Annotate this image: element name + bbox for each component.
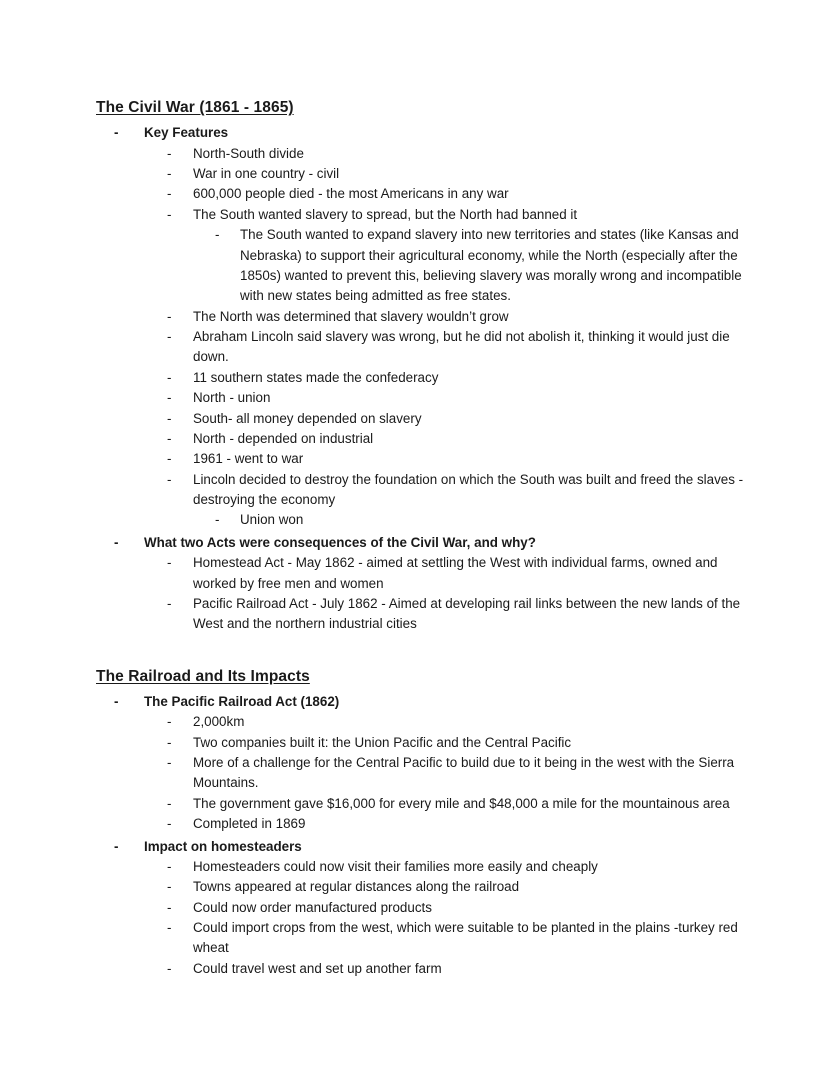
bullet-key-features: [96, 123, 748, 143]
bullet-marker: -: [114, 534, 119, 550]
bullet-marker: -: [167, 329, 172, 344]
bullet-marker: -: [167, 410, 172, 426]
bullet-marker: -: [167, 899, 172, 915]
bullet-text: Could now order manufactured products: [193, 899, 432, 915]
bullet-text: Completed in 1869: [193, 816, 306, 832]
bullet-text: Two companies built it: the Union Pacific and the Central Pacific: [193, 734, 572, 750]
bullet-text: North - depended on industrial: [193, 430, 374, 446]
bullet-lincoln-slavery-wrong: [96, 327, 748, 368]
bullet-impact-homesteaders: [96, 837, 748, 857]
bullet-text: 1961 - went to war: [193, 451, 304, 467]
bullet-order-manufactured-products: [96, 898, 748, 918]
bullet-north-industrial: [96, 429, 748, 449]
bullet-text: Homesteaders could now visit their families more easily and cheaply: [193, 858, 598, 874]
bullet-text: Homestead Act - May 1862 - aimed at settling the West with individual farms, owned and worked by free men and women: [193, 555, 718, 591]
bullet-marker: -: [167, 879, 172, 895]
bullet-text: War in one country - civil: [193, 166, 340, 181]
bullet-marker: -: [167, 166, 172, 181]
bullet-marker: -: [215, 512, 220, 528]
bullet-lincoln-destroy-foundation: [96, 470, 748, 511]
bullet-marker: -: [167, 755, 172, 770]
bullet-travel-west-farm: [96, 959, 748, 979]
bullet-marker: -: [167, 714, 172, 730]
bullet-marker: -: [215, 227, 220, 243]
bullet-text: South- all money depended on slavery: [193, 410, 422, 426]
bullet-text: 2,000km: [193, 714, 245, 730]
bullet-north-determined: [96, 307, 748, 327]
bullet-completed-1869: [96, 814, 748, 834]
bullet-slavery-spread: [96, 205, 748, 225]
bullet-text: Key Features: [144, 125, 229, 141]
bullet-government-funding: [96, 794, 748, 814]
bullet-homestead-act: [96, 553, 748, 594]
bullet-war-one-country: [96, 164, 748, 184]
bullet-marker: -: [167, 858, 172, 874]
bullet-marker: -: [167, 734, 172, 750]
bullet-central-pacific-challenge: [96, 753, 748, 794]
bullet-pacific-railroad-act-1862: [96, 692, 748, 712]
bullet-text: Could import crops from the west, which were suitable to be planted in the plains -turkey red wheat: [193, 920, 738, 956]
bullet-marker: -: [167, 206, 172, 222]
bullet-marker: -: [167, 920, 172, 935]
bullet-towns-appeared: [96, 877, 748, 897]
bullet-pacific-railroad-act: [96, 594, 748, 635]
bullet-marker: -: [114, 838, 119, 854]
bullet-marker: -: [167, 555, 172, 571]
bullet-text: Impact on homesteaders: [144, 838, 302, 854]
bullet-marker: -: [167, 369, 172, 385]
section-railroad-impacts: [96, 665, 748, 980]
bullet-marker: -: [167, 795, 172, 811]
page-title: The Civil War (1861 - 1865): [96, 99, 294, 116]
bullet-text: 11 southern states made the confederacy: [193, 369, 439, 385]
bullet-marker: -: [114, 693, 119, 709]
bullet-marker: -: [167, 471, 172, 487]
bullet-marker: -: [167, 186, 172, 202]
bullet-distance-km: [96, 712, 748, 732]
bullet-text: Pacific Railroad Act - July 1862 - Aimed at developing rail links between the new lands of the West and the northern industrial cities: [193, 595, 741, 632]
bullet-confederacy: [96, 368, 748, 388]
bullet-two-companies: [96, 733, 748, 753]
bullet-text: The South wanted to expand slavery into new territories and states (like Kansas and Nebraska) to support their agricultural economy, while the North (especially after the 1850s) wanted to prevent this, believing slavery was morally wrong and incompatible with new states being admitted as free states.: [240, 227, 742, 304]
bullet-marker: -: [167, 816, 172, 832]
bullet-union-won: [96, 510, 748, 530]
bullet-text: North-South divide: [193, 145, 304, 161]
bullet-marker: -: [114, 125, 119, 141]
bullet-text: More of a challenge for the Central Pacific to build due to it being in the west with the Sierra Mountains.: [193, 755, 735, 791]
bullet-north-union: [96, 388, 748, 408]
section-title-railroad: The Railroad and Its Impacts: [96, 667, 310, 685]
bullet-expand-slavery-detail: [96, 225, 748, 307]
bullet-text: The Pacific Railroad Act (1862): [144, 693, 340, 709]
bullet-text: Lincoln decided to destroy the foundation on which the South was built and freed the slaves - destroying the economy: [193, 471, 744, 507]
bullet-text: 600,000 people died - the most Americans in any war: [193, 186, 509, 202]
bullet-text: Could travel west and set up another farm: [193, 960, 442, 976]
bullet-text: Abraham Lincoln said slavery was wrong, but he did not abolish it, thinking it would just die down.: [193, 329, 730, 365]
bullet-north-south-divide: [96, 144, 748, 164]
bullet-two-acts-question: [96, 533, 748, 553]
bullet-marker: -: [167, 960, 172, 976]
bullet-text: Union won: [240, 512, 304, 528]
bullet-text: The government gave $16,000 for every mile and $48,000 a mile for the mountainous area: [193, 795, 730, 811]
bullet-marker: -: [167, 430, 172, 446]
bullet-deaths: [96, 184, 748, 204]
bullet-marker: -: [167, 145, 172, 161]
section-civil-war: [96, 96, 748, 635]
bullet-text: The North was determined that slavery wouldn’t grow: [193, 308, 509, 324]
bullet-went-to-war: [96, 449, 748, 469]
bullet-text: Towns appeared at regular distances along the railroad: [193, 879, 520, 895]
bullet-text: The South wanted slavery to spread, but the North had banned it: [193, 206, 578, 222]
bullet-marker: -: [167, 451, 172, 467]
bullet-marker: -: [167, 595, 172, 611]
bullet-marker: -: [167, 390, 172, 406]
bullet-south-money: [96, 409, 748, 429]
bullet-visit-families: [96, 857, 748, 877]
bullet-marker: -: [167, 308, 172, 324]
bullet-text: North - union: [193, 390, 271, 406]
bullet-import-crops: [96, 918, 748, 959]
bullet-text: What two Acts were consequences of the Civil War, and why?: [144, 534, 536, 550]
